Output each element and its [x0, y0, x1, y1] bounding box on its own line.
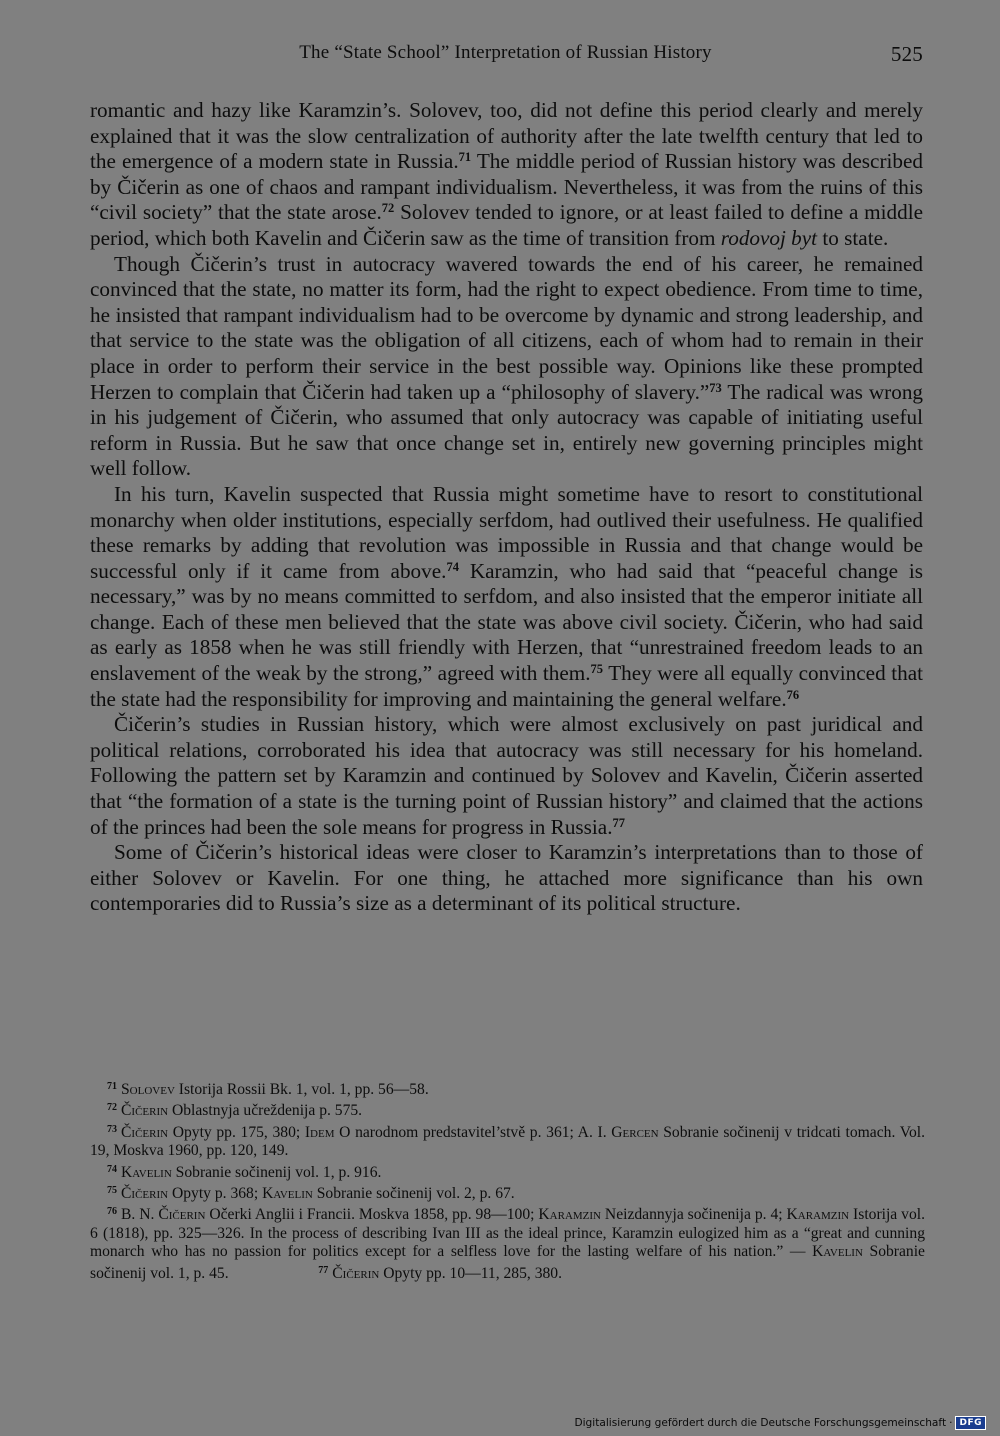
text-run: Neizdannyja sočinenija p. 4; [601, 1206, 787, 1224]
text-run: O narodnom predstavitel’stvě p. 361; A. I. [334, 1123, 612, 1141]
funding-credit: Digitalisierung gefördert durch die Deutsche Forschungsgemeinschaft · DFG [574, 1414, 986, 1432]
footnote-ref: 72 [381, 201, 395, 216]
footnote-ref: 71 [458, 150, 472, 165]
footnote-number: 76 [107, 1206, 117, 1218]
text-run: Opyty pp. 175, 380; [168, 1123, 305, 1141]
text-run: to state. [817, 225, 889, 250]
page-number: 525 [890, 42, 923, 66]
funding-credit-text: Digitalisierung gefördert durch die Deutsche Forschungsgemeinschaft [574, 1417, 947, 1429]
author-name: Karamzin [538, 1206, 601, 1224]
footnote-ref: 75 [590, 662, 604, 677]
body-paragraph [90, 482, 923, 712]
footnote-number: 71 [107, 1081, 117, 1092]
footnote-ref: 77 [612, 815, 625, 830]
footnote [90, 1161, 925, 1182]
author-name: Čičerin [121, 1102, 169, 1120]
footnotes [90, 1078, 925, 1283]
text-run: Očerki Anglii i Francii. Moskva 1858, pp. 98—100; [205, 1206, 539, 1224]
footnote-ref: 73 [709, 380, 722, 395]
text-run: The radical was wrong in his judgement of Čičerin, who assumed that only autocracy was capable of initiating useful reform in Russia. But he saw that once change set in, entirely new governing principles might well follow. [90, 379, 924, 481]
text-run: Oblastnyja učreždenija p. 575. [168, 1102, 363, 1120]
footnote-number: 77 [318, 1264, 329, 1276]
text-run: Opyty pp. 10—11, 285, 380. [379, 1264, 562, 1282]
footnote [90, 1182, 925, 1203]
text-run: B. N. [121, 1206, 159, 1224]
body-paragraph [90, 252, 923, 482]
italic-term: rodovoj byt [720, 225, 818, 250]
author-name: Kavelin [121, 1163, 172, 1181]
author-name: Gercen [611, 1123, 659, 1141]
author-name: Čičerin [121, 1123, 169, 1141]
text-run: Karamzin, who had said that “peaceful change is necessary,” was by no means committed to serfdom, and also insisted that the emperor initiate all change. Each of these men believed that the state was above civil society. Čičerin, who had said as early as 1858 when he was still friendly with Herzen, that “unrestrained freedom leads to an enslavement of the weak by the strong,” agreed with them. [90, 558, 923, 686]
text-run: romantic and hazy like Karamzin’s. Solovev, too, did not define this period clearly and merely explained that it was the slow centralization of authority after the late twelfth century that led to the emergence of a modern state in Russia. [90, 98, 923, 174]
dfg-logo: DFG [955, 1416, 986, 1430]
footnote-number: 74 [107, 1163, 117, 1175]
text-run: In his turn, Kavelin suspected that Russia might sometime have to resort to constitutional monarchy when older institutions, especially serfdom, had outlived their usefulness. He qualified these remarks by adding that revolution was impossible in Russia and that change would be successful only if it came from above. [90, 481, 923, 583]
footnote-number: 72 [107, 1102, 117, 1114]
running-title: The “State School” Interpretation of Russian History [299, 42, 712, 63]
author-name: Čičerin [332, 1264, 380, 1282]
body-paragraph [90, 712, 923, 840]
text-run: Sobranie sočinenij vol. 1, p. 45. [90, 1243, 925, 1282]
footnote [90, 1078, 925, 1099]
body-text [90, 98, 923, 917]
footnote-number: 73 [107, 1123, 117, 1135]
text-run: Opyty p. 368; [168, 1185, 263, 1203]
text-run: Sobranie sočinenij vol. 2, p. 67. [312, 1185, 515, 1203]
text-run: Solovev tended to ignore, or at least failed to define a middle period, which both Kavelin and Čičerin saw as the time of transition from [90, 200, 923, 250]
author-name: Idem [304, 1123, 335, 1141]
footnote-ref: 74 [446, 559, 459, 574]
text-run: Some of Čičerin’s historical ideas were closer to Karamzin’s interpretations than to those of either Solovev or Kavelin. For one thing, he attached more significance than his own contemporaries did to Russia’s size as a determinant of its political structure. [90, 840, 923, 916]
footnote [90, 1203, 925, 1283]
author-name: Kavelin [262, 1185, 313, 1203]
author-name: Solovev [121, 1081, 175, 1098]
text-run: Čičerin’s studies in Russian history, which were almost exclusively on past juridical and political relations, corroborated his idea that autocracy was still necessary for his homeland. Following the pattern set by Karamzin and continued by Solovev and Kavelin, Čičerin asserted that “the formation of a state is the turning point of Russian history” and claimed that the actions of the princes had been the sole means for progress in Russia. [90, 712, 923, 839]
running-header [88, 42, 923, 70]
text-run: Istorija Rossii Bk. 1, vol. 1, pp. 56—58. [174, 1081, 429, 1098]
text-run: Istorija vol. 6 (1818), pp. 325—326. In the process of describing Ivan III as the ideal prince, Karamzin eulogized him as a “great and cunning monarch who has no passion for politics except for a selfless love for the lasting welfare of his nation.” — [90, 1206, 925, 1261]
author-name: Čičerin [158, 1206, 206, 1224]
text-run: Sobranie sočinenij vol. 1, p. 916. [171, 1163, 382, 1181]
text-run: The middle period of Russian history was described by Čičerin as one of chaos and rampant individualism. Nevertheless, it was from the ruins of this “civil society” that the state arose. [90, 149, 923, 225]
footnote [90, 1099, 925, 1120]
author-name: Karamzin [786, 1206, 850, 1224]
author-name: Kavelin [812, 1243, 863, 1261]
footnote-ref: 76 [786, 687, 800, 702]
footnote [90, 1121, 925, 1161]
footnote-number: 75 [107, 1185, 117, 1197]
body-paragraph [90, 98, 923, 252]
author-name: Čičerin [121, 1185, 169, 1203]
text-run: They were all equally convinced that the state had the responsibility for improving and maintaining the general welfare. [90, 661, 923, 711]
body-paragraph [90, 840, 923, 917]
text-run: Sobranie sočinenij v tridcati tomach. Vol. 19, Moskva 1960, pp. 120, 149. [90, 1123, 925, 1160]
text-run: Though Čičerin’s trust in autocracy wavered towards the end of his career, he remained convinced that the state, no matter its form, had the right to expect obedience. From time to time, he insisted that rampant individualism had to be overcome by dynamic and strong leadership, and that service to the state was the obligation of all citizens, each of whom had to remain in their place in order to perform their service in the best possible way. Opinions like these prompted Herzen to complain that Čičerin had taken up a “philosophy of slavery.” [90, 251, 923, 404]
